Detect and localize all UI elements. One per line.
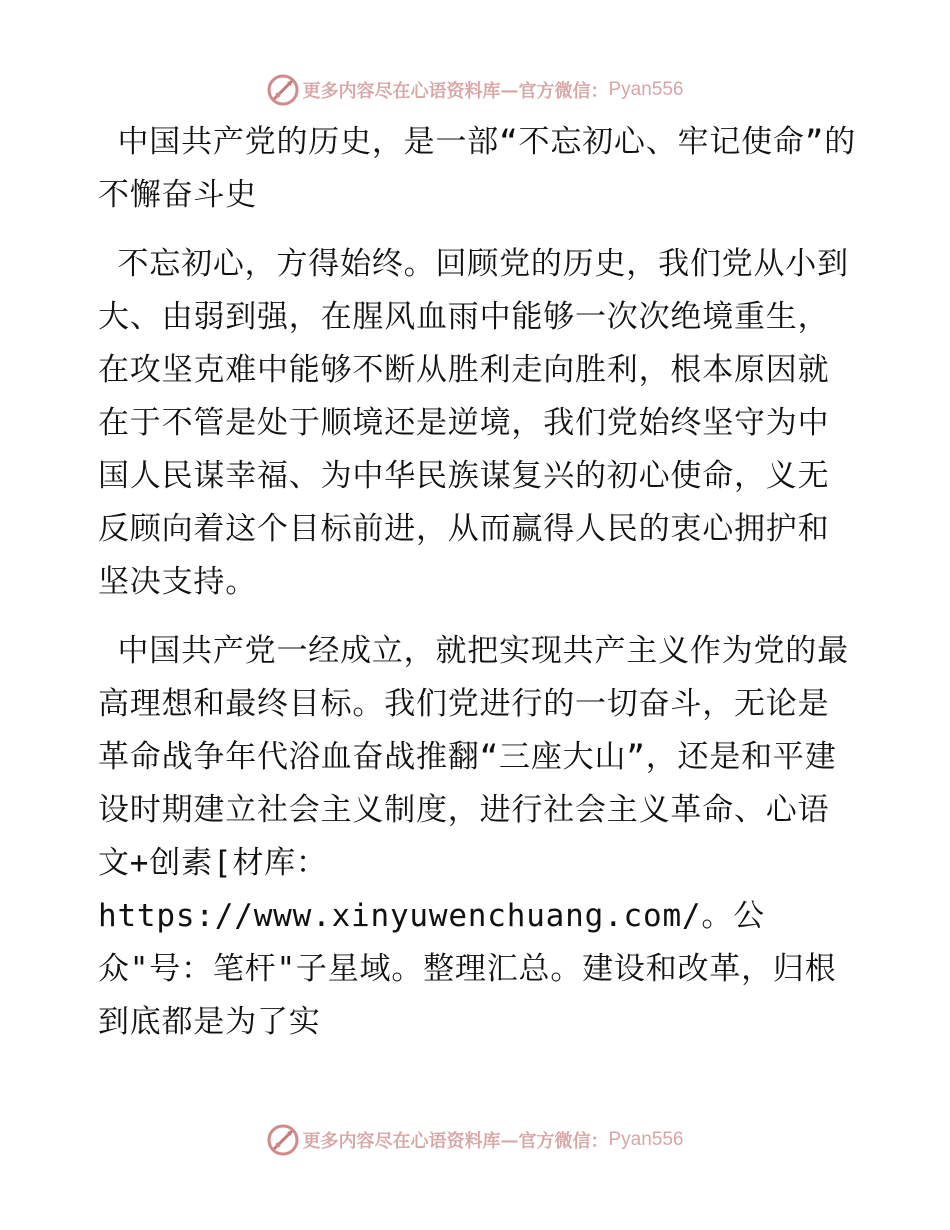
watermark-brand-text: 更多内容尽在心语资料库 (302, 1131, 501, 1152)
paragraph-2: 中国共产党一经成立，就把实现共产主义作为党的最高理想和最终目标。我们党进行的一切奋斗，无论是革命战争年代浴血奋战推翻“三座大山”，还是和平建设时期建立社会主义制度，进行社会主义革命、心语文+创素[材库：https://www.xinyuwenchuang.com/。公众"号：笔杆"子星域。整理汇总。建设和改革，归根到底都是为了实 (98, 633, 849, 1040)
paragraph-1: 不忘初心，方得始终。回顾党的历史，我们党从小到大、由弱到强，在腥风血雨中能够一次次绝境重生，在攻坚克难中能够不断从胜利走向胜利，根本原因就在于不管是处于顺境还是逆境，我们党始终坚守为中国人民谋幸福、为中华民族谋复兴的初心使命，义无反顾向着这个目标前进，从而赢得人民的衷心拥护和坚决支持。 (98, 246, 849, 600)
watermark-handle: Pyan556 (608, 1129, 684, 1150)
document-body (98, 116, 858, 1049)
brand-logo-icon (266, 1123, 300, 1157)
header-watermark (0, 70, 950, 110)
watermark-handle: Pyan556 (608, 79, 684, 100)
watermark-official-text: 官方微信： (518, 1131, 609, 1152)
watermark-separator: — (500, 79, 519, 101)
footer-watermark (0, 1120, 950, 1160)
watermark-separator: — (500, 1129, 519, 1151)
brand-logo-icon (266, 73, 300, 107)
watermark-official-text: 官方微信： (518, 81, 609, 102)
watermark-brand-text: 更多内容尽在心语资料库 (302, 81, 501, 102)
document-title: 中国共产党的历史，是一部“不忘初心、牢记使命”的不懈奋斗史 (98, 124, 856, 213)
